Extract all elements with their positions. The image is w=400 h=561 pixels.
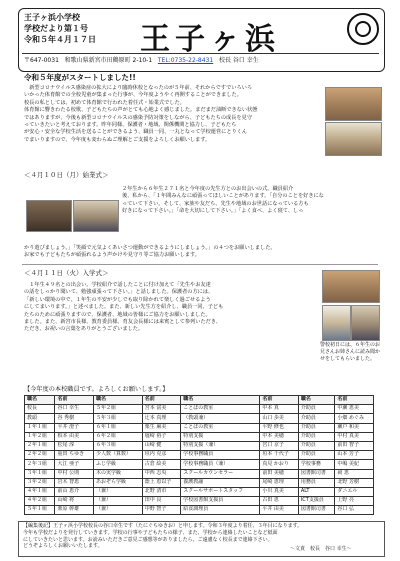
staff-name-cell: 松尾 淳 (55, 441, 94, 450)
text-line: かり遊びましょう。」「笑顔で元気よくあいさつ運動ができるようにしましょう。」の４つをお願いしました。 (24, 245, 276, 251)
staff-name-cell: 山口 歩美 (260, 414, 299, 423)
staff-name-cell: 真見 かおり (260, 460, 299, 469)
staff-name-cell: 中野 智子 (142, 506, 181, 515)
staff-name-cell: 大江 亜子 (55, 460, 94, 469)
column-header: 名前 (260, 396, 299, 405)
principal-name: 校長 谷口 幸生 (218, 57, 259, 64)
table-header-row (25, 396, 374, 405)
photo-opening-1 (26, 200, 72, 232)
staff-name-cell: 栗原 幹雄 (55, 506, 94, 515)
staff-name-cell: 田中 良 (142, 497, 181, 506)
staff-name-cell: 柏本 由美 (55, 432, 94, 441)
staff-role-cell: 介助員 (298, 414, 335, 423)
school-name: 王子ヶ浜小学校 (24, 13, 80, 22)
school-emblem-icon (347, 13, 379, 45)
staff-name-cell: 宮口 京子 (260, 441, 299, 450)
text-line: が安心・安全な学校生活を送ることができるよう、職員一同、一丸となって学校運営にとりくん (24, 129, 248, 136)
staff-role-cell: 介助員 (298, 423, 335, 432)
staff-role-cell: 学校事務職員 (181, 451, 260, 460)
staff-role-cell: ３年１組 (25, 469, 55, 478)
opening-ceremony-text-cont (24, 245, 380, 260)
table-row (25, 441, 374, 450)
text-line: の話をしっかり聞いて、勉強頑張って下さい。」と話しました。保護者の方には、 (24, 289, 214, 296)
column-header: 名前 (55, 396, 94, 405)
staff-name-cell: 垣本 千代子 (260, 451, 299, 460)
staff-name-cell: 尾崎 恵理 (260, 478, 299, 487)
masthead-info (24, 12, 96, 45)
staff-name-cell: 岡 恵 (335, 469, 374, 478)
staff-role-cell: ３年２組 (25, 478, 55, 487)
staff-role-cell: ことばの教室 (181, 405, 260, 414)
text-line: ました。また、新宮市長様、教育委員様、育友会長様には来賓として参列いただき、 (24, 319, 221, 326)
photo-reading-1 (322, 305, 351, 341)
text-line: いかった体育館での全校児童が集まった行事が、今年度ようやく再開することができました。 (24, 92, 242, 99)
opening-ceremony-text (122, 186, 380, 216)
staff-name-cell: 北野 芳樹 (335, 478, 374, 487)
staff-table-body (25, 405, 374, 515)
staff-role-cell: ６年２組 (93, 432, 142, 441)
staff-name-cell: 宮本 富美 (142, 405, 181, 414)
newsletter-title: 王子ヶ浜 (140, 22, 280, 57)
staff-role-cell: 特別支援 (181, 432, 260, 441)
staff-role-cell: ALT (298, 487, 335, 496)
staff-name-cell: 山崎 健 (142, 441, 181, 450)
staff-role-cell: （兼） (93, 506, 142, 515)
intro-text (24, 85, 319, 144)
staff-name-cell: 小畑 めぐみ (335, 414, 374, 423)
staff-role-cell: 教頭 (25, 414, 55, 423)
table-row (25, 469, 374, 478)
staff-name-cell: 瀬戸 和美 (335, 423, 374, 432)
staff-name-cell: 重田 ちゆき (55, 451, 94, 460)
staff-role-cell: ふじ学級 (93, 460, 142, 469)
staff-role-cell: １年１組 (25, 423, 55, 432)
text-line: にしていきたいと思います。お読みいただきご意見ご感想等がありましたら、ご遠慮なく校長まで連絡下さい。 (23, 536, 273, 543)
staff-role-cell: ２年１組 (25, 441, 55, 450)
staff-name-cell: 谷 秀樹 (55, 414, 94, 423)
text-line: たちのために頑張りますので、保護者、地域の皆様にご協力をお願いしました。 (24, 311, 211, 318)
staff-role-cell: ５年１組 (25, 506, 55, 515)
text-line: 体育館に響きわたる校歌、子どもたちの声がとても心地よく感じました。まだまだ油断できない状態 (24, 107, 258, 114)
staff-role-cell: 介助員 (298, 451, 335, 460)
issue-date: 令和５年４月１７日 (24, 35, 96, 44)
staff-role-cell: ６年３組 (93, 441, 142, 450)
newsletter-number: 学校だより第１号 (24, 24, 88, 33)
photo-opening-2 (73, 200, 119, 232)
staff-role-cell: 木の実学級 (93, 469, 142, 478)
staff-name-cell: 平野 修也 (260, 423, 299, 432)
photo-ceremony-1 (325, 87, 382, 121)
text-line: どうぞよろしくお願いいたします。 (23, 543, 103, 550)
intro-heading: 令和５年度がスタートしました!! (24, 73, 136, 82)
staff-role-cell: スクールサポートスタッフ (181, 487, 260, 496)
staff-name-cell: 谷口 弘 (335, 506, 374, 515)
staff-name-cell: 古田 恵 (260, 497, 299, 506)
staff-role-cell: （兼） (93, 497, 142, 506)
staff-name-cell: 山崎 将 (55, 497, 94, 506)
staff-name-cell: 中本 真 (260, 405, 299, 414)
staff-name-cell: 中本 美穂 (260, 432, 299, 441)
staff-name-cell: 中村 真美 (335, 432, 374, 441)
text-line: 「新しい環境の中で、１年生の不安が少しでも取り除かれて楽しく過ごせるよう (24, 296, 211, 303)
column-header: 職名 (298, 396, 335, 405)
text-line: 【編集後記】王子ヶ浜小学校校長の谷口幸生です（たにぐちゆきお）と申します。令和３年度より着任、３年目になります。 (23, 523, 303, 529)
staff-role-cell: あおぞら学級 (93, 478, 142, 487)
section-divider (22, 264, 378, 265)
column-header: 職名 (181, 396, 260, 405)
postal-code: 〒647-0031 (24, 57, 59, 64)
staff-name-cell: 垣内 克彦 (142, 451, 181, 460)
staff-role-cell: 学校事務 (298, 460, 335, 469)
column-header: 職名 (25, 396, 55, 405)
table-row (25, 405, 374, 414)
photo-reading-2 (351, 305, 380, 341)
editor-signature: ～文責 校長 谷口 幸生～ (290, 546, 352, 552)
staff-role-cell: 図書館司書 (298, 506, 335, 515)
text-line: でまいりますので、今年度も変わらぬご理解とご支援をよろしくお願いします。 (24, 136, 211, 143)
staff-name-cell: 蔭上 恵以子 (142, 478, 181, 487)
staff-name-cell: 北野 清市 (142, 487, 181, 496)
staff-role-cell: ことばの教室 (181, 423, 260, 432)
staff-role-cell: 学校図書館支援員 (181, 497, 260, 506)
staff-name-cell: 山本 芳子 (335, 451, 374, 460)
staff-name-cell: 前田 美穂 (260, 469, 299, 478)
staff-name-cell: 古倉 絵美 (142, 460, 181, 469)
staff-name-cell: ダニエル (335, 487, 374, 496)
staff-role-cell: スクールカウンセラー (181, 469, 260, 478)
text-line: ２年生から６年生２７１名と今年度の先生方とのお出会いの式。職員紹介 (122, 186, 294, 192)
staff-name-cell: 谷口 幸生 (55, 405, 94, 414)
staff-name-cell: 辻本 真理 (142, 414, 181, 423)
entrance-ceremony-text (24, 282, 316, 334)
staff-role-cell: ICT支援員 (298, 497, 335, 506)
photo-entrance-1 (322, 270, 380, 303)
staff-role-cell: 校長 (25, 405, 55, 414)
table-row (25, 460, 374, 469)
table-row (25, 414, 374, 423)
table-row (25, 497, 374, 506)
table-row (25, 506, 374, 515)
staff-role-cell: ５年３組 (93, 414, 142, 423)
table-row (25, 478, 374, 487)
staff-name-cell: 中嶋 美紀 (335, 460, 374, 469)
text-line: ではありますが、今後も新型コロナウイルスの感染予防対策をしながら、子どもたちの成長を見守 (24, 114, 252, 121)
text-line: １年生４９名との出会い。学校紹介で話したことに付け加えて「先生やお友達 (24, 282, 211, 288)
staff-role-cell: 介助員 (298, 405, 335, 414)
table-row (25, 432, 374, 441)
staff-role-cell: ５年２組 (93, 405, 142, 414)
staff-name-cell: 小川 真美 (260, 487, 299, 496)
text-line: お家でも子どもたちが頑張れるよう声かけや見守り等ご協力お願いします。 (24, 252, 200, 259)
column-header: 職名 (93, 396, 142, 405)
staff-role-cell: 介助員 (298, 441, 335, 450)
staff-role-cell: 養護教諭 (181, 478, 260, 487)
text-line: 今年も学校だよりを発行していきます。学校の行事や子どもたちの様子、また、学校から連絡したいことなど紙面 (23, 529, 278, 536)
column-header: 名前 (142, 396, 181, 405)
text-line: 好きになって下さい。」「命を大切にして下さい。」「よく食べ、よく寝て、しっ (122, 208, 304, 215)
staff-role-cell: 介助員 (298, 432, 335, 441)
staff-role-cell: 特別支援（兼） (181, 441, 260, 450)
staff-role-cell: ６年１組 (93, 423, 142, 432)
staff-name-cell: 岩木 智恵 (55, 478, 94, 487)
text-line: っていきたいと考えております。昨年同様、保護者・地域、関係機関と協力し、子どもたち (24, 122, 237, 129)
opening-ceremony-heading: ＜４月１０日（月）始業式＞ (24, 171, 109, 179)
staff-name-cell: 平井 澄子 (55, 423, 94, 432)
staff-name-cell: 栗生 麻美 (142, 423, 181, 432)
phone-link[interactable]: TEL:0735-22-8431 (157, 57, 214, 64)
table-row (25, 487, 374, 496)
staff-role-cell: ４年１組 (25, 487, 55, 496)
text-line: ただき、お祝いの言葉をありがとうございました。 (24, 326, 144, 333)
staff-name-cell: 中西 志央 (142, 469, 181, 478)
staff-role-cell: 学校事務職員（兼） (181, 460, 260, 469)
staff-name-cell: 前山 恵介 (55, 487, 94, 496)
text-line: 新型コロナウイルス感染症の拡大により臨時休校となったのが５年前、それからですでいろいろ (24, 85, 253, 91)
table-row (25, 451, 374, 460)
text-line: っていて下さい。そして、家族や友だち、先生や地域のお世話になっている方も (122, 200, 309, 207)
staff-name-cell: 上野 亮 (335, 497, 374, 506)
entrance-ceremony-heading: ＜４月１１日（火）入学式＞ (24, 269, 109, 277)
staff-role-cell: 用務員 (298, 478, 335, 487)
staff-role-cell: 少人数（算数） (93, 451, 142, 460)
school-address-line (24, 55, 259, 64)
address: 和歌山県新宮市田鶴原町 2-10-1 (64, 57, 153, 64)
column-header: 名前 (335, 396, 374, 405)
staff-role-cell: （教頭兼） (181, 414, 260, 423)
staff-heading: 【今年度の本校職員です。よろしくお願いします。】 (24, 386, 169, 393)
staff-role-cell: ２年３組 (25, 460, 55, 469)
staff-role-cell: ４年２組 (25, 497, 55, 506)
staff-role-cell: ２年２組 (25, 451, 55, 460)
table-row (25, 423, 374, 432)
staff-role-cell: 図書館司書 (298, 469, 335, 478)
staff-name-cell: 前田 智子 (335, 441, 374, 450)
text-line: にしてまいります。」と述べました。また、新しい先生方を紹介し、職員一同、子ども (24, 304, 224, 311)
staff-name-cell: 中村 公則 (55, 469, 94, 478)
staff-role-cell: （兼） (93, 487, 142, 496)
text-line: 後、私から、「１年間みんなに頑張ってほしいことがあります。「自分のことを好きにな (122, 193, 324, 200)
staff-name-cell: 中瀬 恵美 (335, 405, 374, 414)
staff-table (24, 395, 374, 515)
reading-caption: 警校初日には、６年生のお兄さんお姉さんに読み聞かせをしてもらいました。 (320, 342, 381, 362)
staff-name-cell: 平井 由美 (260, 506, 299, 515)
staff-role-cell: １年２組 (25, 432, 55, 441)
staff-role-cell: 給食調理員 (181, 506, 260, 515)
photo-ceremony-2 (325, 122, 382, 156)
text-line: 校長の私としては、初めて体育館で行われた着任式・始業式でした。 (24, 99, 185, 106)
masthead-divider (22, 53, 379, 54)
staff-name-cell: 塩崎 裕子 (142, 432, 181, 441)
